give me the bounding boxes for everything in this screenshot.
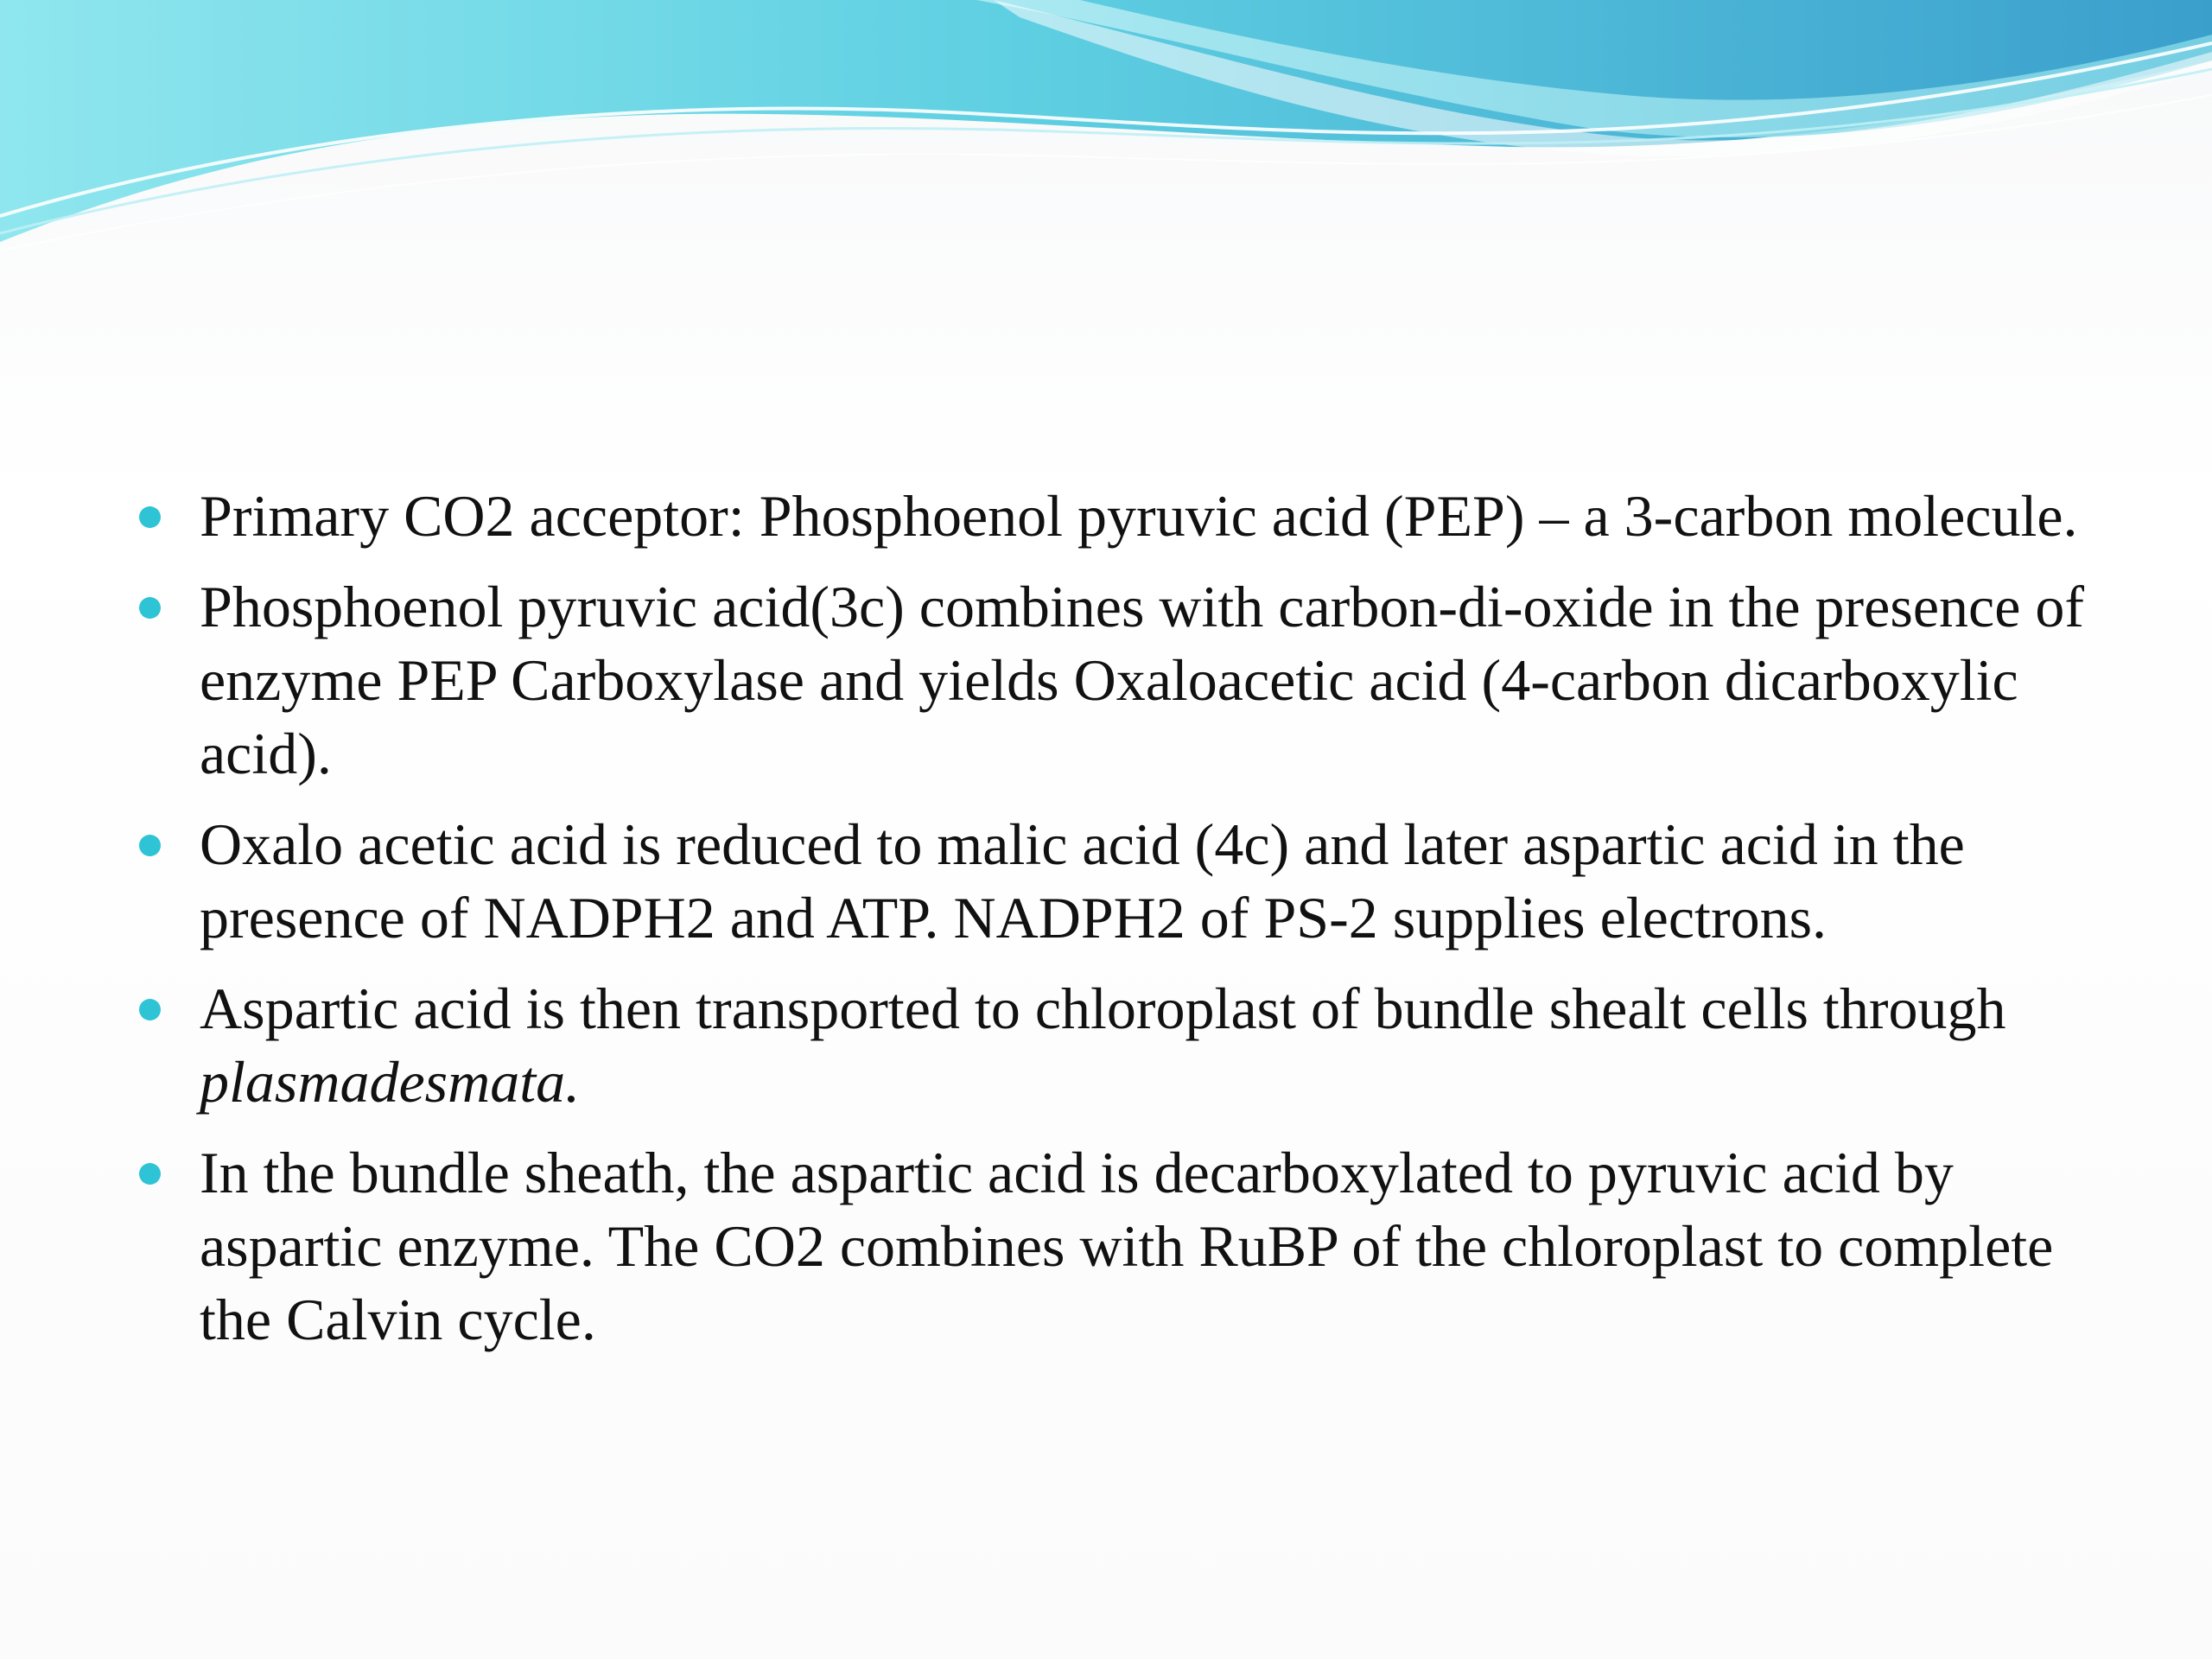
bullet-dot-icon — [139, 1163, 161, 1185]
bullet-text: In the bundle sheath, the aspartic acid is decarboxylated to pyruvic acid by aspartic enzyme. The CO2 combines with RuBP of the chloroplast to complete the Calvin cycle. — [200, 1140, 2054, 1352]
bullet-list — [130, 480, 2091, 1357]
bullet-dot-icon — [139, 999, 161, 1020]
bullet-item — [130, 808, 2091, 955]
body-content — [130, 480, 2091, 1374]
bullet-text: Oxalo acetic acid is reduced to malic acid (4c) and later aspartic acid in the presence of NADPH2 and ATP. NADPH2 of PS-2 supplies electrons. — [200, 811, 1965, 950]
bullet-item — [130, 1136, 2091, 1357]
bullet-dot-icon — [139, 597, 161, 619]
bullet-item — [130, 480, 2091, 553]
bullet-text: Aspartic acid is then transported to chloroplast of bundle shealt cells through — [200, 976, 2006, 1041]
bullet-item — [130, 570, 2091, 791]
bullet-dot-icon — [139, 835, 161, 856]
bullet-dot-icon — [139, 506, 161, 528]
header-wave-decoration — [0, 0, 2212, 259]
bullet-text-italic: plasmadesmata. — [200, 1049, 581, 1115]
bullet-text: Primary CO2 acceptor: Phosphoenol pyruvic acid (PEP) – a 3-carbon molecule. — [200, 483, 2078, 549]
bullet-item — [130, 972, 2091, 1119]
bullet-text: Phosphoenol pyruvic acid(3c) combines with carbon-di-oxide in the presence of enzyme PEP Carboxylase and yields Oxaloacetic acid (4-carbon dicarboxylic acid). — [200, 574, 2085, 786]
